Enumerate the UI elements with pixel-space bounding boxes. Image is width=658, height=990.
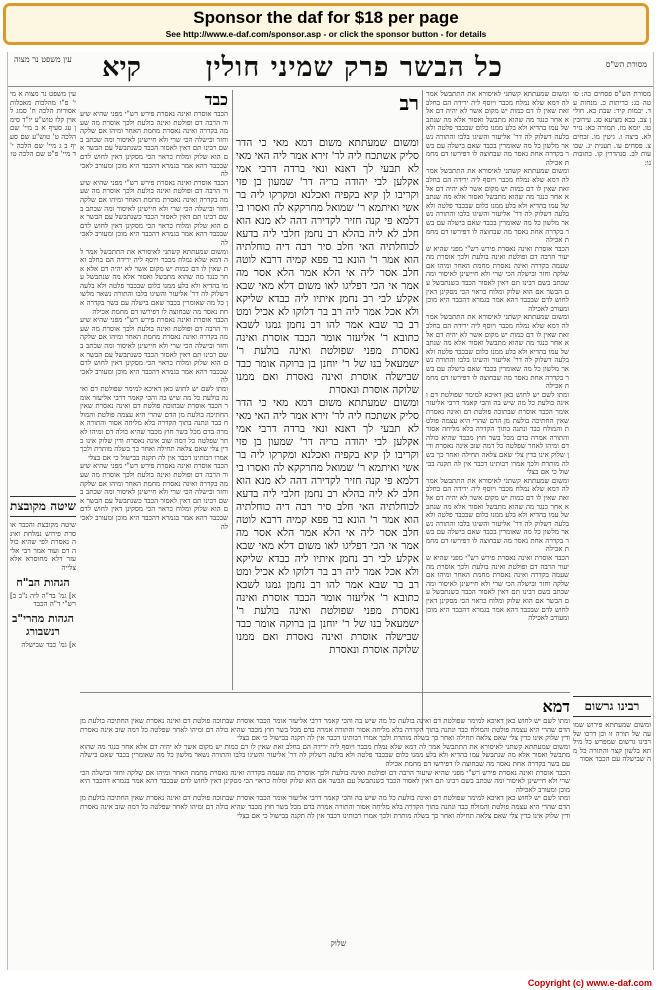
daf-number: קיא xyxy=(102,52,141,83)
column-divider xyxy=(422,90,423,730)
tosafot-text-cont5: הכבד אוסרת ואינה נאסרת פירש רש"י מפני שהיא שיעור הרבה דם ופולטת ואינה בולעת ולכך אוסרת מה שעמה בקדרה ואינה נאסרת מחמת האחר ומיהו אם שלקה וחזר ובישלה הכי שרי ולא חיישינן לאיסור ומה שכתב בשם רבינו תם דאין לאסור הכבד כשנתבשל עם הבשר אם הוא שלוק ומלוח כראוי הכי מסקינן דאין לחוש לדם שבכבד דהא אמר בגמרא דהכבד היא מוכן ומעורב לאכילה xyxy=(80,462,228,531)
tosafot-text-cont: הכבד אוסרת ואינה נאסרת פירש רש"י מפני שהיא שיעור הרבה דם ופולטת ואינה בולעת ולכך אוסרת מה שעמה בקדרה ואינה נאסרת מחמת האחר ומיהו אם שלקה וחזר ובישלה הכי שרי ולא חיישינן לאיסור ומה שכתב בשם רבינו תם דאין לאסור הכבד כשנתבשל עם הבשר אם הוא שלוק ומלוח כראוי הכי מסקינן דאין לחוש לדם שבכבד דהא אמר בגמרא דהכבד היא מוכן ומעורב לאכילה xyxy=(80,178,228,247)
lower-commentary-text-cont3: ומתו לשם יש לחוש כאן דאיכא למימר שפולטת דם ואינה בולעת כל מה שיש בה והכי קאמר דרבי אליעזר אומר הכבד אוסרת שבתוכה פולטת דם ואינה נאסרת שאין החתיכה בולעת מן הדם שהרי היא עצמה פולטת והמולח כבד ונתנה בתוך הקדרה בלא מליחה אסור והתורה אמרה בדם מכל בשר חוץ מכבד שהיא כולה דם ומיהו לאחר שפלטה כל דמה שוב אינה נאסרת ודין שלוק אינו כדין צלי שאם צלאה תחילה ואחר כך בשלה מותרת ולכך אמרו רבותינו דכבד אין לה תקנה בבישול כי אם בצלי xyxy=(80,794,570,820)
lower-commentary-text-cont: ומשום שמעתתא קשתני לאיסורא את התתבשל אמר לה דמא שלא נמלח מכבר ויוסף ליה ירידה הם בחלב זאת שאין לו דם כמות יש מקום אשר לא יהיה דם אלא אחר כנגד מה שהוא מתבשל ואסור אלא מה שנתבשל עמו בהדיא ולא בלע ממנו כלום שבכבד פלטה ולא בלעה דשלוק לה דר' אליעזר והשיגו בלבו והתורה נשאר מלשון כל מה שאומרין בכבד שאם בישלה עם בשר בקדרה אחת נאסר מה שבחוצה לו דפירשו דם מחמת אכילה xyxy=(80,742,570,768)
lower-rule xyxy=(80,692,570,693)
folio-label: מסורת הש"ס xyxy=(605,60,647,69)
rabbeinu-gershom-box xyxy=(573,692,651,922)
left-margin-text: עין משפט נר מצוה א מיי' פ"ו מהלכות מאכלות אסורות הלכה ח' סמג לאוין קלז טוש"ע יו"ד סימן עג סעיף א ב מיי' שם הלכה ט' טוש"ע שם סעיף ב ג מיי' שם הלכה י' ד מיי' פ"ט שם הלכה טו xyxy=(10,90,76,159)
column-divider xyxy=(232,90,233,690)
sponsor-banner[interactable] xyxy=(3,3,649,45)
rabbeinu-gershom-text: ומשום שמעתתא פירוש שמועה של תורה זו וכן דרכו של רבינו גרשום שמפרש כל מילתא בלשון קצר והתורה כל מה שבישלה עם הכבד אסור xyxy=(573,721,651,764)
left-margin-column xyxy=(10,90,76,480)
sponsor-banner-subtitle[interactable]: See http://www.e-daf.com/sponsor.asp - or click the sponsor button - for details xyxy=(165,29,487,39)
gemara-text-cont: ומשום שמעתתא משום דמא מאי כי הדר סליק אשתכח ליה לר' זירא אמר ליה האי מאי לא תבעי לך דאנא ונאי ברדה דרבי אמי אקלען לבי יהודה בריה דר' שמעון בן פזי וקריבו לן קיא בקפיה ואכלנא ומקרקו ליה בר אשי ואיתמא ר' שמואל מחרקקא לה ואסרו בי דלמא פי קנה חזיר לקדירה דהה לא מנא הוא חלב לא ליה בהלא רב נחמן חלבי ליה בדעא לכוחלתיה האי חלב סיר רבה דיה כוחלתיה הוא אמר ר' הונא בר פפא קמיה דרבא לוטה חלב אסר ליה אי הלא אמר הלא אסר מה אמר אי הכי דפליגו לאו משום דלא מאי שבא אקלע לבי רב נחמן איתיו ליה כבדא שליקא ולא אכל אמר ליה רב בר דלוקו לא אכיל ומט רב בר שבא אמר להו רב נחמן גמגו לשבא כתובא ר' אליעזר אומר הכבד אוסרת ואינה נאסרת מפני שפולטת ואינה בולעת ר' ישמעאל בנו של ר' יוחנן בן ברוקה אומר כבד שבישלה אוסרת ואינה נאסרת ואם ממנו שלוקה אוסרת ונאסרת xyxy=(236,397,419,656)
copyright-link[interactable]: Copyright (c) www.e-daf.com xyxy=(527,978,652,988)
header-rule xyxy=(8,86,653,87)
tosafot-lead-word: כבד xyxy=(204,90,228,109)
right-margin-text: מסורת הש"ס פסחים כה: סוטה כג: כריתות כ. מנחות עד. יבמות קיד: שבת כא. חולין צב. בבא מציעא סג. עירובין טו. יומא מז. תמורה כא: נזיר לא. ביצה ז. גיטין מו. זבחים צ. פסחים עו. תענית יג. שבועות לב. סנהדרין קו. כתובות נו: xyxy=(573,90,651,167)
hagahot-rashash-text: א] גמ' כבד שבישלה xyxy=(21,640,76,649)
hagahot-rashash-title: הגהות מהרי"ב רנשבורג xyxy=(12,611,74,638)
rashi-text-cont4: ומתו לשם יש לחוש כאן דאיכא למימר שפולטת דם ואינה בולעת כל מה שיש בה והכי קאמר דרבי אליעזר אומר הכבד אוסרת שבתוכה פולטת דם ואינה נאסרת שאין החתיכה בולעת מן הדם שהרי היא עצמה פולטת והמולח כבד ונתנה בתוך הקדרה בלא מליחה אסור והתורה אמרה בדם מכל בשר חוץ מכבד שהיא כולה דם ומיהו לאחר שפלטה כל דמה שוב אינה נאסרת ודין שלוק אינו כדין צלי שאם צלאה תחילה ואחר כך בשלה מותרת ולכך אמרו רבותינו דכבד אין לה תקנה בבישול כי אם בצלי xyxy=(426,390,569,477)
tosafot-text: הכבד אוסרת ואינה נאסרת פירש רש"י מפני שהיא שיעור הרבה דם ופולטת ואינה בולעת ולכך אוסרת מה שעמה בקדרה ואינה נאסרת מחמת האחר ומיהו אם שלקה וחזר ובישלה הכי שרי ולא חיישינן לאיסור ומה שכתב בשם רבינו תם דאין לאסור הכבד כשנתבשל עם הבשר אם הוא שלוק ומלוח כראוי הכי מסקינן דאין לחוש לדם שבכבד דהא אמר בגמרא דהכבד היא מוכן ומעורב לאכילה xyxy=(80,110,228,179)
gemara-text: ומשום שמעתתא משום דמא מאי כי הדר סליק אשתכח ליה לר' זירא אמר ליה האי מאי לא תבעי לך דאנא ונאי ברדה דרבי אמי אקלען לבי יהודה בריה דר' שמעון בן פזי וקריבו לן קיא בקפיה ואכלנא ומקרקו ליה בר אשי ואיתמא ר' שמואל מחרקקא לה ואסרו בי דלמא פי קנה חזיר לקדירה דהה לא מנא הוא חלב לא ליה בהלא רב נחמן חלבי ליה בדעא לכוחלתיה האי חלב סיר רבה דיה כוחלתיה הוא אמר ר' הונא בר פפא קמיה דרבא לוטה חלב אסר ליה אי הלא אמר הלא אסר מה אמר אי הכי דפליגו לאו משום דלא מאי שבא אקלע לבי רב נחמן איתיו ליה כבדא שליקא ולא אכל אמר ליה רב בר דלוקו לא אכיל ומט רב בר שבא אמר להו רב נחמן גמגו לשבא כתובא ר' אליעזר אומר הכבד אוסרת ואינה נאסרת מפני שפולטת ואינה בולעת ר' ישמעאל בנו של ר' יוחנן בן ברוקה אומר כבד שבישלה אוסרת ואינה נאסרת ואם ממנו שלוקה אוסרת ונאסרת xyxy=(236,137,419,396)
rabbeinu-gershom-title: רבינו גרשום xyxy=(573,696,651,717)
sponsor-banner-title[interactable]: Sponsor the daf for $18 per page xyxy=(193,8,459,27)
lower-commentary-lead-word: דמא xyxy=(542,697,570,716)
right-margin-column xyxy=(573,90,651,690)
rashi-text-cont6: הכבד אוסרת ואינה נאסרת פירש רש"י מפני שהיא שיעור הרבה דם ופולטת ואינה בולעת ולכך אוסרת מה שעמה בקדרה ואינה נאסרת מחמת האחר ומיהו אם שלקה וחזר ובישלה הכי שרי ולא חיישינן לאיסור ומה שכתב בשם רבינו תם דאין לאסור הכבד כשנתבשל עם הבשר אם הוא שלוק ומלוח כראוי הכי מסקינן דאין לחוש לדם שבכבד דהא אמר בגמרא דהכבד היא מוכן ומעורב לאכילה xyxy=(426,554,569,623)
lower-commentary xyxy=(80,697,570,942)
lower-commentary-text-cont2: הכבד אוסרת ואינה נאסרת פירש רש"י מפני שהיא שיעור הרבה דם ופולטת ואינה בולעת ולכך אוסרת מה שעמה בקדרה ואינה נאסרת מחמת האחר ומיהו אם שלקה וחזר ובישלה הכי שרי ולא חיישינן לאיסור ומה שכתב בשם רבינו תם דאין לאסור הכבד כשנתבשל עם הבשר אם הוא שלוק ומלוח כראוי הכי מסקינן דאין לחוש לדם שבכבד דהא אמר בגמרא דהכבד היא מוכן ומעורב לאכילה xyxy=(80,768,570,794)
rashi-text-cont3: ומשום שמעתתא קשתני לאיסורא את התתבשל אמר לה דמא שלא נמלח מכבר ויוסף ליה ירידה הם בחלב זאת שאין לו דם כמות יש מקום אשר לא יהיה דם אלא אחר כנגד מה שהוא מתבשל ואסור אלא מה שנתבשל עמו בהדיא ולא בלע ממנו כלום שבכבד פלטה ולא בלעה דשלוק לה דר' אליעזר והשיגו בלבו והתורה נשאר מלשון כל מה שאומרין בכבד שאם בישלה עם בשר בקדרה אחת נאסר מה שבחוצה לו דפירשו דם מחמת אכילה xyxy=(426,313,569,391)
rashi-text-cont5: ומשום שמעתתא קשתני לאיסורא את התתבשל אמר לה דמא שלא נמלח מכבר ויוסף ליה ירידה הם בחלב זאת שאין לו דם כמות יש מקום אשר לא יהיה דם אלא אחר כנגד מה שהוא מתבשל ואסור אלא מה שנתבשל עמו בהדיא ולא בלע ממנו כלום שבכבד פלטה ולא בלעה דשלוק לה דר' אליעזר והשיגו בלבו והתורה נשאר מלשון כל מה שאומרין בכבד שאם בישלה עם בשר בקדרה אחת נאסר מה שבחוצה לו דפירשו דם מחמת אכילה xyxy=(426,476,569,554)
shita-mekubetzet-text: שיטה מקובצת והכבד אוסרת פירוש נמלחת ואינה נאסרת לפי שהיא כולה דם ועוד אמר רבי אליעזר דלא מחוסרא אלא צלייה xyxy=(10,521,76,572)
hagahot-habach-text: א] גמ' בד"ה ליה נ"ב ב] רש"י ד"ה הכבד xyxy=(10,591,76,609)
gemara-opening xyxy=(236,92,419,136)
ein-mishpat-header: עין משפט נר מצוה xyxy=(14,55,72,64)
hagahot-habach-title: הגהות הב"ח xyxy=(16,575,70,589)
talmud-page xyxy=(7,52,654,970)
rashi-column xyxy=(426,90,569,730)
perek-title: כל הבשר פרק שמיני חולין xyxy=(205,52,503,83)
shita-mekubetzet-box xyxy=(10,492,76,922)
rashi-text-cont2: הכבד אוסרת ואינה נאסרת פירש רש"י מפני שהיא שיעור הרבה דם ופולטת ואינה בולעת ולכך אוסרת מה שעמה בקדרה ואינה נאסרת מחמת האחר ומיהו אם שלקה וחזר ובישלה הכי שרי ולא חיישינן לאיסור ומה שכתב בשם רבינו תם דאין לאסור הכבד כשנתבשל עם הבשר אם הוא שלוק ומלוח כראוי הכי מסקינן דאין לחוש לדם שבכבד דהא אמר בגמרא דהכבד היא מוכן ומעורב לאכילה xyxy=(426,244,569,313)
rashi-text: ומשום שמעתתא קשתני לאיסורא את התתבשל אמר לה דמא שלא נמלח מכבר ויוסף ליה ירידה הם בחלב זאת שאין לו דם כמות יש מקום אשר לא יהיה דם אלא אחר כנגד מה שהוא מתבשל ואסור אלא מה שנתבשל עמו בהדיא ולא בלע ממנו כלום שבכבד פלטה ולא בלעה דשלוק לה דר' אליעזר והשיגו בלבו והתורה נשאר מלשון כל מה שאומרין בכבד שאם בישלה עם בשר בקדרה אחת נאסר מה שבחוצה לו דפירשו דם מחמת אכילה xyxy=(426,90,569,167)
gemara-lead-word: רב xyxy=(399,92,419,115)
shita-mekubetzet-title: שיטה מקובצת xyxy=(10,496,76,517)
tosafot-column xyxy=(80,90,228,690)
page-header xyxy=(8,52,653,88)
rashi-text-cont: ומשום שמעתתא קשתני לאיסורא את התתבשל אמר לה דמא שלא נמלח מכבר ויוסף ליה ירידה הם בחלב זאת שאין לו דם כמות יש מקום אשר לא יהיה דם אלא אחר כנגד מה שהוא מתבשל ואסור אלא מה שנתבשל עמו בהדיא ולא בלע ממנו כלום שבכבד פלטה ולא בלעה דשלוק לה דר' אליעזר והשיגו בלבו והתורה נשאר מלשון כל מה שאומרין בכבד שאם בישלה עם בשר בקדרה אחת נאסר מה שבחוצה לו דפירשו דם מחמת אכילה xyxy=(426,167,569,245)
tosafot-text-cont4: ומתו לשם יש לחוש כאן דאיכא למימר שפולטת דם ואינה בולעת כל מה שיש בה והכי קאמר דרבי אליעזר אומר הכבד אוסרת שבתוכה פולטת דם ואינה נאסרת שאין החתיכה בולעת מן הדם שהרי היא עצמה פולטת והמולח כבד ונתנה בתוך הקדרה בלא מליחה אסור והתורה אמרה בדם מכל בשר חוץ מכבד שהיא כולה דם ומיהו לאחר שפלטה כל דמה שוב אינה נאסרת ודין שלוק אינו כדין צלי שאם צלאה תחילה ואחר כך בשלה מותרת ולכך אמרו רבותינו דכבד אין לה תקנה בבישול כי אם בצלי xyxy=(80,385,228,462)
tosafot-text-cont2: ומשום שמעתתא קשתני לאיסורא את התתבשל אמר לה דמא שלא נמלח מכבר ויוסף ליה ירידה הם בחלב זאת שאין לו דם כמות יש מקום אשר לא יהיה דם אלא אחר כנגד מה שהוא מתבשל ואסור אלא מה שנתבשל עמו בהדיא ולא בלע ממנו כלום שבכבד פלטה ולא בלעה דשלוק לה דר' אליעזר והשיגו בלבו והתורה נשאר מלשון כל מה שאומרין בכבד שאם בישלה עם בשר בקדרה אחת נאסר מה שבחוצה לו דפירשו דם מחמת אכילה xyxy=(80,247,228,316)
catchword: שלוק xyxy=(330,939,347,948)
tosafot-text-cont3: הכבד אוסרת ואינה נאסרת פירש רש"י מפני שהיא שיעור הרבה דם ופולטת ואינה בולעת ולכך אוסרת מה שעמה בקדרה ואינה נאסרת מחמת האחר ומיהו אם שלקה וחזר ובישלה הכי שרי ולא חיישינן לאיסור ומה שכתב בשם רבינו תם דאין לאסור הכבד כשנתבשל עם הבשר אם הוא שלוק ומלוח כראוי הכי מסקינן דאין לחוש לדם שבכבד דהא אמר בגמרא דהכבד היא מוכן ומעורב לאכילה xyxy=(80,316,228,385)
lower-commentary-text: ומתו לשם יש לחוש כאן דאיכא למימר שפולטת דם ואינה בולעת כל מה שיש בה והכי קאמר דרבי אליעזר אומר הכבד אוסרת שבתוכה פולטת דם ואינה נאסרת שאין החתיכה בולעת מן הדם שהרי היא עצמה פולטת והמולח כבד ונתנה בתוך הקדרה בלא מליחה אסור והתורה אמרה בדם מכל בשר חוץ מכבד שהיא כולה דם ומיהו לאחר שפלטה כל דמה שוב אינה נאסרת ודין שלוק אינו כדין צלי שאם צלאה תחילה ואחר כך בשלה מותרת ולכך אמרו רבותינו דכבד אין לה תקנה בבישול כי אם בצלי xyxy=(80,717,570,743)
gemara-column xyxy=(236,137,419,677)
